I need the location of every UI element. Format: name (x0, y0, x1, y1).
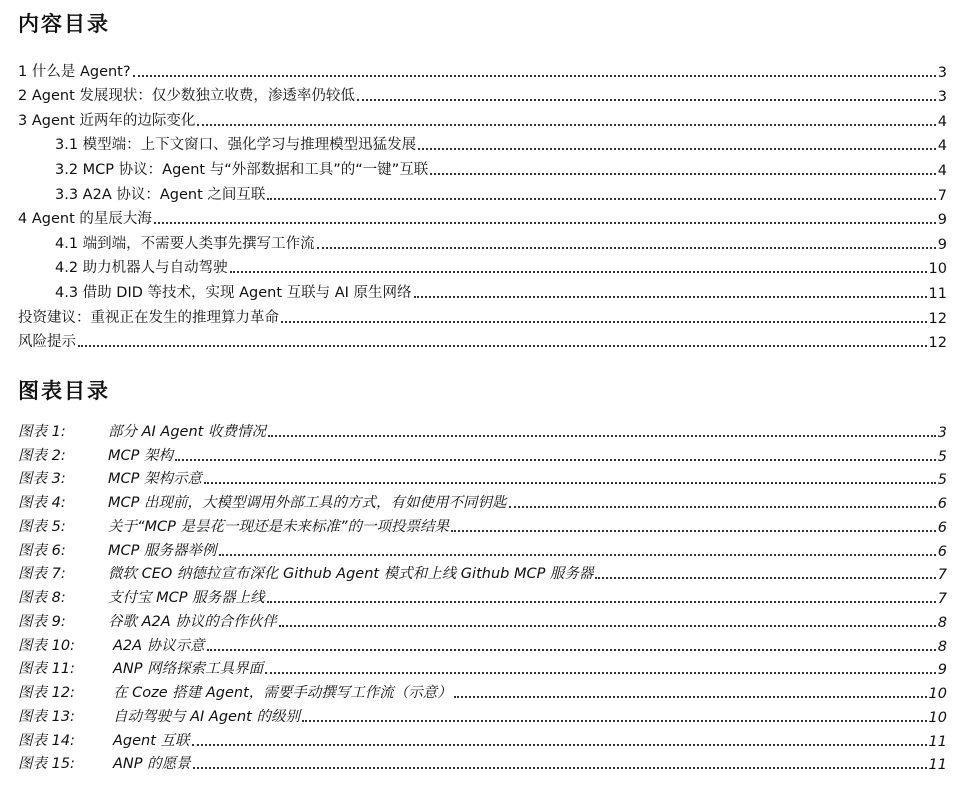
dot-leader (509, 505, 936, 508)
figure-page: 8 (937, 614, 947, 631)
figure-caption: ANP 网络探索工具界面 (113, 661, 264, 678)
toc-entry-page: 9 (937, 212, 947, 229)
figure-caption: MCP 架构示意 (108, 471, 202, 488)
dot-leader (219, 553, 936, 556)
dot-leader (204, 481, 936, 484)
figures-title: 图表目录 (18, 378, 110, 403)
toc-subentry[interactable] (18, 277, 947, 302)
dot-leader (175, 458, 936, 461)
figure-caption: ANP 的愿景 (113, 756, 191, 773)
figure-caption: 在 Coze 搭建 Agent，需要手动撰写工作流（示意） (113, 685, 452, 701)
toc-list (18, 56, 947, 351)
figure-label: 图表 8: (18, 590, 66, 606)
toc-subentry[interactable] (18, 179, 947, 204)
dot-leader (192, 743, 927, 746)
dot-leader (265, 671, 936, 674)
figure-entry[interactable] (18, 750, 947, 774)
figure-page: 7 (937, 567, 947, 584)
toc-entry-page: 7 (937, 187, 947, 204)
dot-leader (197, 123, 935, 126)
toc-entry-page: 9 (937, 236, 947, 253)
figure-page: 6 (937, 543, 947, 560)
figure-label: 图表 7: (18, 566, 66, 583)
figure-page: 6 (937, 496, 947, 512)
toc-entry-label: 3.1 模型端：上下文窗口、强化学习与推理模型迅猛发展 (55, 137, 417, 154)
figure-label: 图表 9: (18, 613, 66, 630)
dot-leader (430, 172, 936, 175)
toc-entry[interactable] (18, 105, 947, 130)
figures-list (18, 417, 947, 773)
toc-entry[interactable] (18, 81, 947, 106)
figure-page: 11 (928, 757, 947, 774)
figure-caption: Agent 互联 (113, 732, 190, 749)
figure-page: 5 (937, 472, 947, 489)
toc-subentry[interactable] (18, 228, 947, 253)
figure-entry[interactable] (18, 702, 947, 726)
toc-entry[interactable] (18, 327, 947, 352)
figure-page: 10 (928, 686, 947, 702)
figure-page: 3 (937, 424, 947, 441)
dot-leader (414, 295, 927, 298)
toc-entry-page: 3 (937, 64, 947, 81)
figure-page: 7 (937, 591, 947, 607)
figure-entry[interactable] (18, 536, 947, 560)
dot-leader (418, 147, 936, 150)
figure-entry[interactable] (18, 488, 947, 512)
figure-label: 图表 6: (18, 542, 66, 559)
figure-caption: MCP 出现前，大模型调用外部工具的方式，有如使用不同钥匙 (108, 495, 507, 511)
figure-page: 9 (937, 662, 947, 679)
dot-leader (279, 624, 936, 627)
toc-entry-label: 投资建议：重视正在发生的推理算力革命 (18, 309, 279, 326)
figure-entry[interactable] (18, 417, 947, 441)
toc-entry-label: 3 Agent 近两年的边际变化 (18, 112, 196, 129)
dot-leader (193, 766, 927, 769)
toc-entry-page: 12 (928, 310, 947, 327)
figure-label: 图表 12: (18, 685, 75, 701)
figure-caption: 部分 AI Agent 收费情况 (108, 423, 266, 440)
toc-entry-label: 4.3 借助 DID 等技术，实现 Agent 互联与 AI 原生网络 (55, 284, 412, 301)
dot-leader (78, 344, 927, 347)
dot-leader (154, 221, 936, 224)
toc-title: 内容目录 (18, 11, 110, 36)
toc-subentry[interactable] (18, 154, 947, 179)
figure-entry[interactable] (18, 678, 947, 702)
toc-entry-label: 2 Agent 发展现状：仅少数独立收费，渗透率仍较低 (18, 88, 355, 105)
figure-caption: MCP 架构 (108, 447, 173, 464)
toc-entry-page: 12 (928, 335, 947, 352)
dot-leader (317, 246, 936, 249)
dot-leader (267, 600, 936, 603)
dot-leader (268, 434, 936, 437)
toc-entry-label: 4 Agent 的星辰大海 (18, 211, 152, 228)
toc-entry-page: 4 (937, 138, 947, 155)
figure-label: 图表 10: (18, 637, 75, 654)
figure-label: 图表 3: (18, 471, 66, 488)
figure-entry[interactable] (18, 726, 947, 750)
figure-caption: 关于“MCP 是昙花一现还是未来标准”的一项投票结果 (108, 518, 450, 535)
toc-entry[interactable] (18, 302, 947, 327)
toc-entry-page: 3 (937, 89, 947, 106)
figure-entry[interactable] (18, 655, 947, 679)
dot-leader (281, 320, 927, 323)
toc-entry-label: 4.2 助力机器人与自动驾驶 (55, 260, 228, 277)
figure-label: 图表 11: (18, 661, 75, 678)
figure-caption: MCP 服务器举例 (108, 542, 217, 559)
figure-label: 图表 13: (18, 708, 75, 725)
figure-entry[interactable] (18, 583, 947, 607)
figure-page: 11 (928, 733, 947, 750)
figure-caption: 谷歌 A2A 协议的合作伙伴 (108, 613, 277, 630)
dot-leader (595, 576, 935, 579)
figure-label: 图表 2: (18, 447, 66, 464)
figure-entry[interactable] (18, 441, 947, 465)
toc-entry-page: 4 (937, 162, 947, 179)
figure-page: 6 (937, 519, 947, 536)
toc-entry[interactable] (18, 204, 947, 229)
dot-leader (451, 529, 936, 532)
toc-entry-label: 3.3 A2A 协议：Agent 之间互联 (55, 186, 266, 203)
figure-page: 10 (928, 709, 947, 726)
toc-entry-label: 3.2 MCP 协议：Agent 与“外部数据和工具”的“一键”互联 (55, 161, 429, 178)
figure-entry[interactable] (18, 607, 947, 631)
dot-leader (357, 98, 936, 101)
toc-subentry[interactable] (18, 130, 947, 155)
toc-entry-label: 1 什么是 Agent? (18, 63, 131, 80)
dot-leader (454, 695, 927, 698)
figure-page: 8 (937, 638, 947, 655)
figure-label: 图表 1: (18, 423, 66, 440)
dot-leader (230, 270, 927, 273)
figure-page: 5 (937, 448, 947, 465)
figure-caption: 自动驾驶与 AI Agent 的级别 (113, 708, 300, 725)
dot-leader (207, 648, 936, 651)
figure-caption: 支付宝 MCP 服务器上线 (108, 590, 265, 606)
dot-leader (302, 719, 927, 722)
toc-entry-page: 10 (928, 261, 947, 278)
figure-entry[interactable] (18, 631, 947, 655)
toc-entry-label: 风险提示 (18, 334, 76, 351)
figure-entry[interactable] (18, 512, 947, 536)
figure-caption: A2A 协议示意 (113, 637, 205, 654)
toc-entry[interactable] (18, 56, 947, 81)
figure-label: 图表 5: (18, 518, 66, 535)
figure-entry[interactable] (18, 560, 947, 584)
toc-entry-label: 4.1 端到端，不需要人类事先撰写工作流 (55, 235, 315, 252)
figure-label: 图表 4: (18, 495, 66, 511)
figure-label: 图表 14: (18, 732, 75, 749)
toc-entry-page: 4 (937, 113, 947, 130)
toc-entry-page: 11 (928, 285, 947, 302)
figure-entry[interactable] (18, 465, 947, 489)
toc-subentry[interactable] (18, 253, 947, 278)
dot-leader (133, 74, 936, 77)
dot-leader (267, 197, 935, 200)
figure-label: 图表 15: (18, 756, 75, 773)
figure-caption: 微软 CEO 纳德拉宣布深化 Github Agent 模式和上线 Github MCP 服务器 (108, 566, 594, 583)
